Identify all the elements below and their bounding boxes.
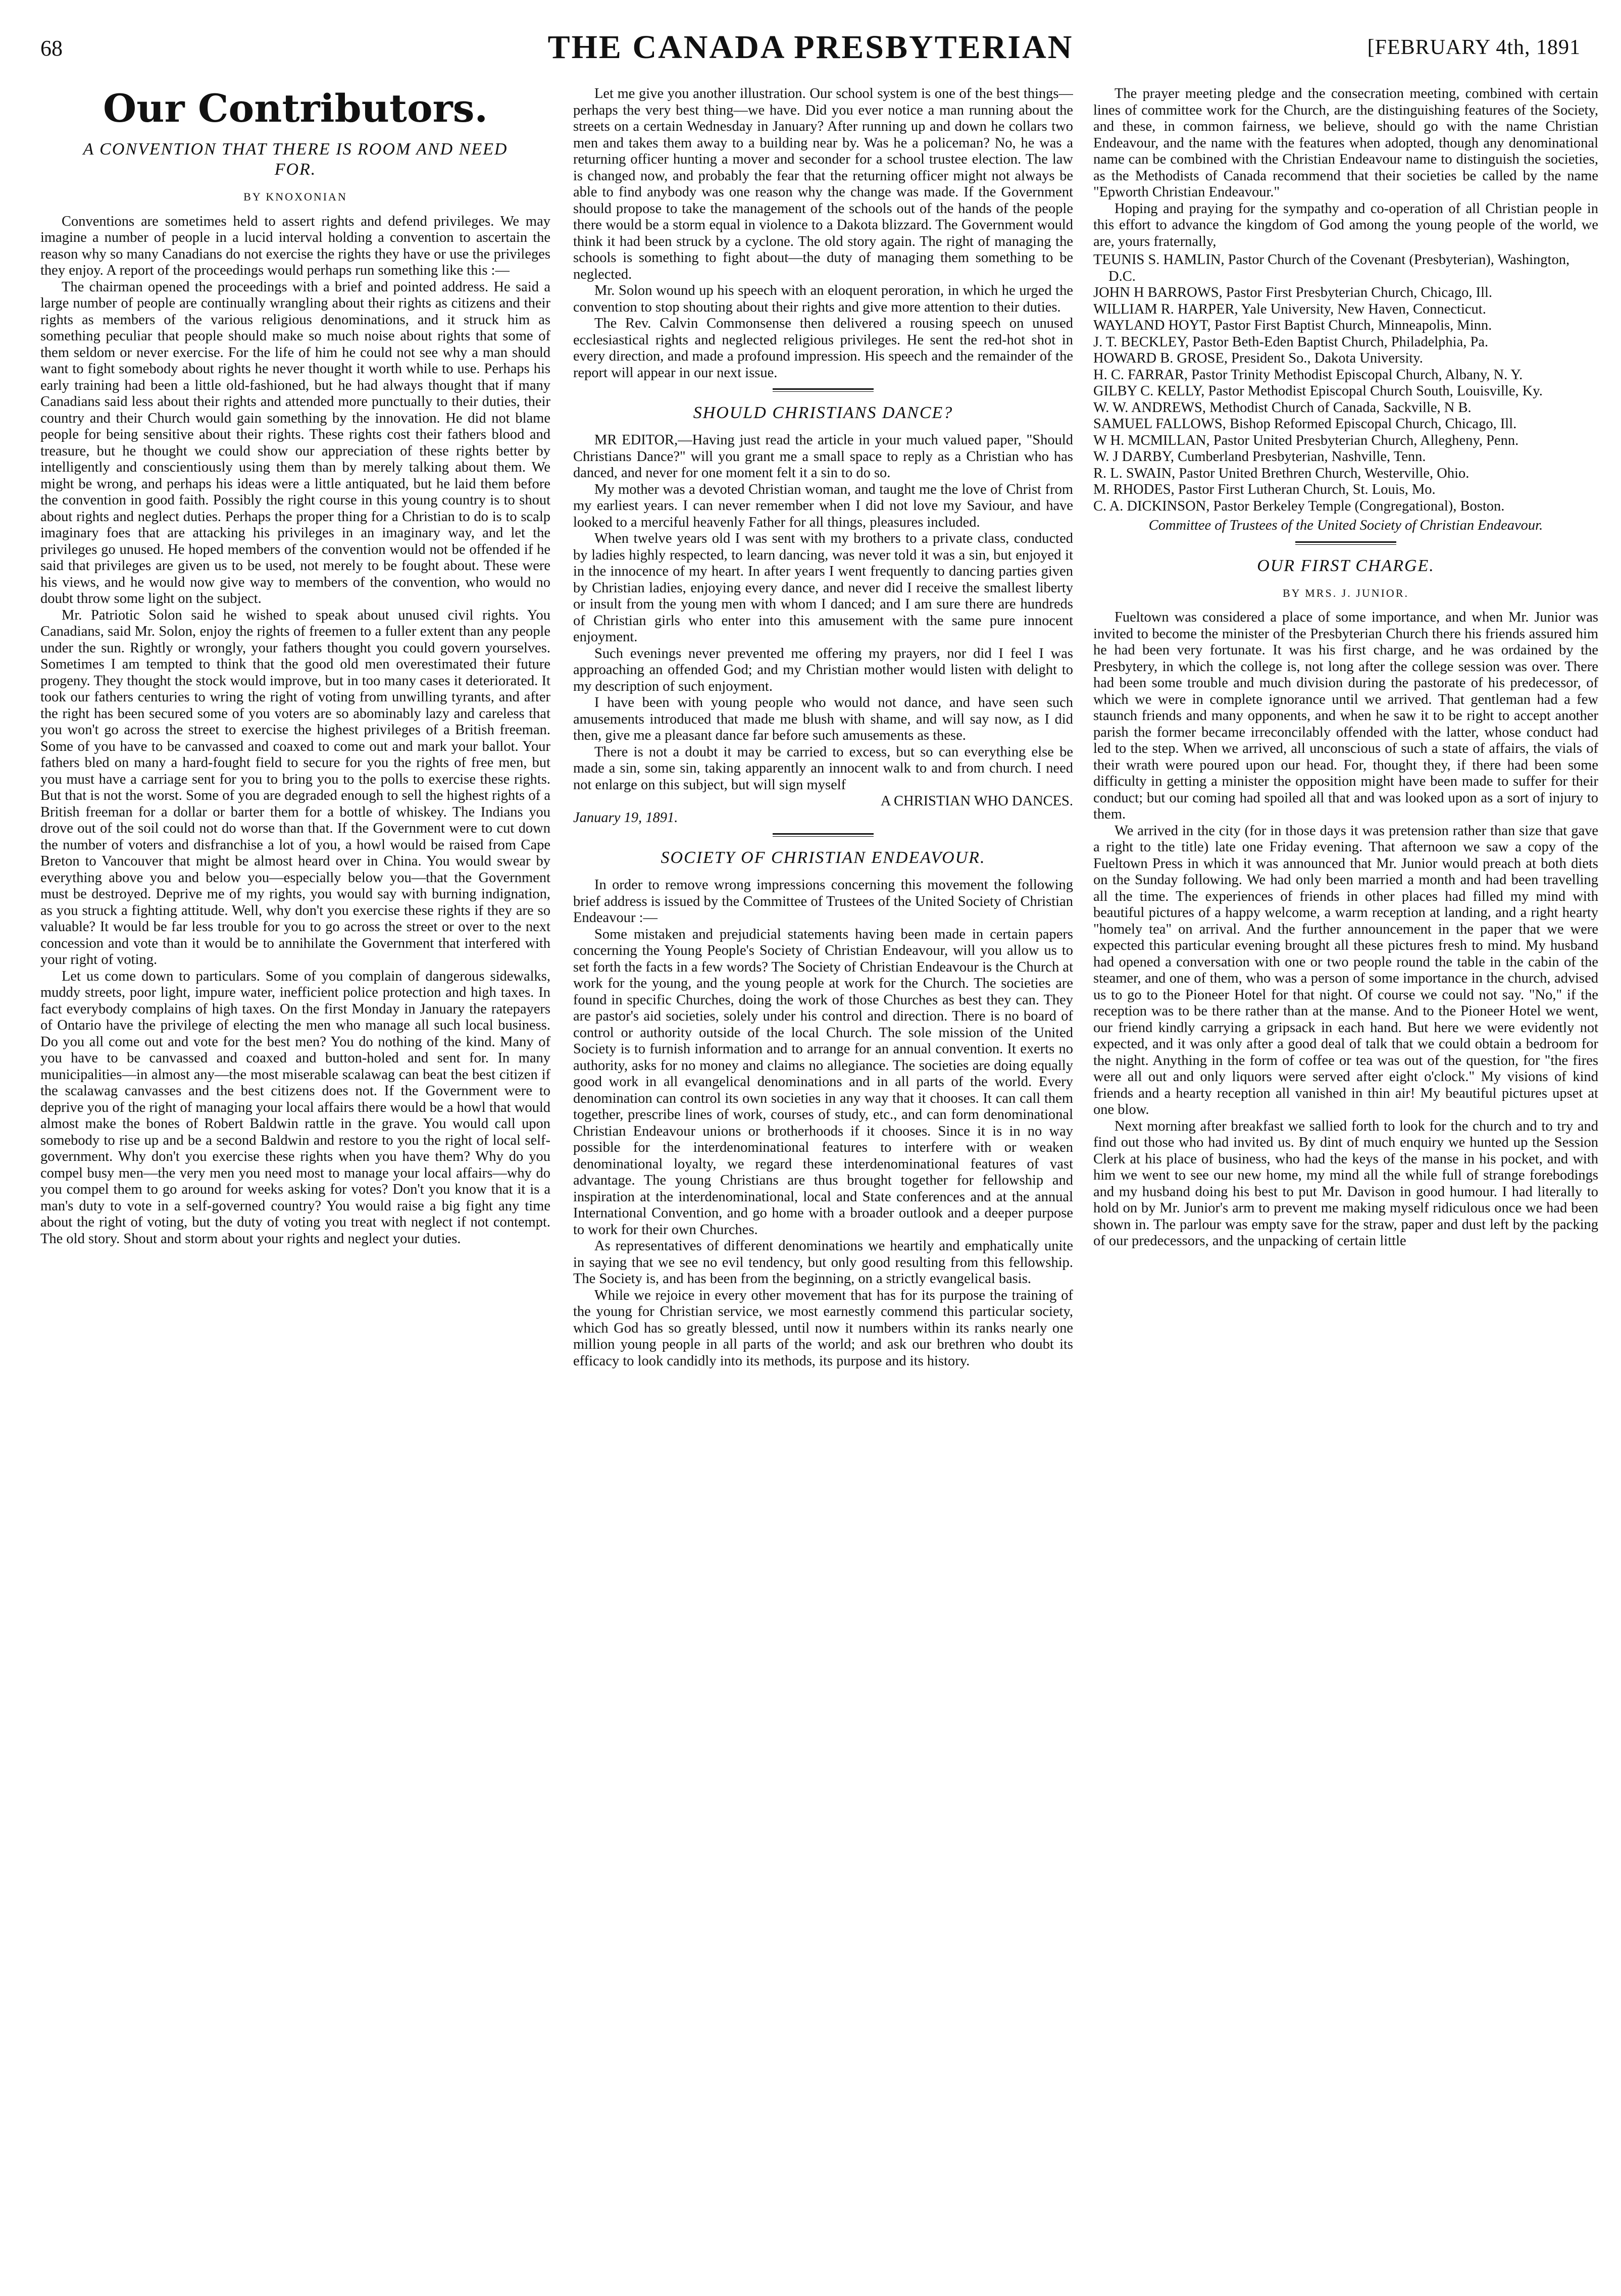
signatory: H. C. FARRAR, Pastor Trinity Methodist Episcopal Church, Albany, N. Y. [1093, 367, 1523, 383]
signatory: HOWARD B. GROSE, President So., Dakota University. [1093, 350, 1423, 366]
signatory: GILBY C. KELLY, Pastor Methodist Episcopal Church South, Louisville, Ky. [1093, 383, 1543, 399]
article-paragraph: As representatives of different denominations we heartily and emphatically unite in saying that we see no evil tendency, but only good resulting from this fellowship. The Society is, and has been from the beginning, on a strictly evangelical basis. [573, 1238, 1073, 1287]
article-paragraph: While we rejoice in every other movement that has for its purpose the training of the young for Christian service, we most earnestly commend this particular society, which God has so greatly blessed, until now it numbers within its ranks nearly one million young people in all parts of the world; and ask our brethren who doubt its efficacy to look candidly into its methods, its purpose and its history. [573, 1287, 1073, 1369]
article-paragraph: Some mistaken and prejudicial statements having been made in certain papers concerning the Young People's Society of Christian Endeavour, will you allow us to set forth the facts in a few words? The Society of Christian Endeavour is the Church at work for the young, and the young people at work for the Church. The societies are found in specific Churches, doing the work of those Churches as best they can. They are pastor's aid societies, solely under his control and direction. There is no board of control or authority outside of the local Church. The sole mission of the United Society is to furnish information and to arrange for an annual convention. It exerts no authority, asks for no money and claims no allegiance. The societies are doing equally good work in all evangelical denominations and in all parts of the world. Every denomination can control its own societies in any way that it chooses. It can call them together, prescribe lines of work, courses of study, etc., and can form denominational Christian Endeavour unions or brotherhoods if it chooses. Since it is in no way possible for the interdenominational features to interfere with or weaken denominational loyalty, we regard these interdenominational features of vast advantage. The young Christians are thus brought together for fellowship and inspiration at the interdenominational, local and State conferences and at the annual International Convention, and go home with a broader outlook and a deeper purpose to work for their own Churches. [573, 926, 1073, 1238]
article-title: SOCIETY OF CHRISTIAN ENDEAVOUR. [661, 848, 986, 867]
article-paragraph: Conventions are sometimes held to assert rights and defend privileges. We may imagine a number of people in a lucid interval holding a convention to ascertain the reason why so many Canadians do not exercise the rights they have or use the privileges they enjoy. A report of the proceedings would perhaps run something like this :— [40, 213, 550, 278]
column-1 [40, 86, 550, 2287]
section-rule [1295, 541, 1396, 545]
article-title: SHOULD CHRISTIANS DANCE? [693, 403, 953, 422]
article-paragraph: The prayer meeting pledge and the consecration meeting, combined with certain lines of committee work for the Church, are the distinguishing features of the Society, and these, in common fairness, we believe, should go with the name Christian Endeavour, and the name with the features when adopted, though any denominational name can be combined with the Christian Endeavour name to distinguish the societies, as the Methodists of Canada recommend that their societies be called by the name "Epworth Christian Endeavour." [1093, 86, 1598, 200]
section-heading: Our Contributors. [103, 86, 488, 131]
article-paragraph: There is not a doubt it may be carried to excess, but so can everything else be made a sin, some sin, taking apparently an innocent walk to and from church. I need not enlarge on this subject, but will sign myself [573, 744, 1073, 793]
article-paragraph: My mother was a devoted Christian woman, and taught me the love of Christ from my earliest years. I can never remember when I did not love my Saviour, and have looked to a merciful heavenly Father for all things, pleasures included. [573, 481, 1073, 530]
signatory: TEUNIS S. HAMLIN, Pastor Church of the Covenant (Presbyterian), Washington, D.C. [1093, 252, 1570, 284]
signatory: WILLIAM R. HARPER, Yale University, New Haven, Connecticut. [1093, 301, 1486, 317]
committee-signature: Committee of Trustees of the United Society of Christian Endeavour. [1148, 518, 1543, 533]
signatory: J. T. BECKLEY, Pastor Beth-Eden Baptist Church, Philadelphia, Pa. [1093, 334, 1489, 350]
signatory: W. W. ANDREWS, Methodist Church of Canada, Sackville, N B. [1093, 399, 1472, 416]
article-paragraph: We arrived in the city (for in those days it was pretension rather than size that gave a right to the title) late one Friday evening. That afternoon we saw a copy of the Fueltown Press in which it was announced that Mr. Junior would preach at both diets on the Sunday following. We had only been married a month and had been travelling all the time. The experiences of friends in other places had filled my mind with beautiful pictures of a happy welcome, a warm reception at landing, and a right hearty "homely tea" on arrival. And the further announcement in the paper that we were expected this particular evening brought all these pictures fresh to mind. My husband had opened a conversation with one or two people round the table in the cabin of the steamer, and one of them, who was a person of some importance in the church, advised us to go to the Pioneer Hotel for that night. Of course we could not say. "No," if the reception was to be there rather than at the manse. And to the Pioneer Hotel we went, our friend kindly carrying a gripsack in each hand. But here we were evidently not expected, and it was only after a good deal of talk that we could obtain a bedroom for the night. Anything in the form of coffee or tea was out of the question, for "the fires were all out and only liquors were served after eight o'clock." My visions of kind friends and a hearty reception all vanished in thin air! My beautiful pictures upset at one blow. [1093, 823, 1598, 1117]
masthead: THE CANADA PRESBYTERIAN [547, 29, 1074, 66]
article-paragraph: When twelve years old I was sent with my brothers to a private class, conducted by ladies highly respected, to learn dancing, was never told it was a sin, but enjoyed it in the innocence of my heart. In after years I went frequently to dancing parties given by Christian ladies, enjoying every dance, and never did I receive the smallest liberty or insult from the young men with whom I danced; and I am sure there are hundreds of Christian girls who enter into this amusement with the same pure innocent enjoyment. [573, 531, 1073, 645]
letter-date: January 19, 1891. [573, 809, 678, 826]
article-paragraph: The Rev. Calvin Commonsense then delivered a rousing speech on unused ecclesiastical rights and neglected religious privileges. He sent the red-hot shot in every direction, and made a profound impression. His speech and the remainder of the report will appear in our next issue. [573, 316, 1073, 381]
article-paragraph: Mr. Patriotic Solon said he wished to speak about unused civil rights. You Canadians, said Mr. Solon, enjoy the rights of freemen to a fuller extent than any people under the sun. Rightly or wrongly, your fathers thought you could govern yourselves. Sometimes I am tempted to think that the good old men overestimated their future progeny. They thought the stock would improve, but in too many cases it deteriorated. It took our fathers centuries to wring the right of voting from unwilling tyrants, and after the right has been secured some of you voters are so abominably lazy and careless that you won't go across the street to exercise the highest privileges of a British freeman. Some of you have to be canvassed and coaxed to come out and mark your ballot. Your fathers bled on many a hard-fought field to secure for you the rights of free men, but you must have a carriage sent for you to bring you to the polls to exercise these rights. But that is not the worst. Some of you are degraded enough to sell the highest rights of a British freeman for a dollar or barter them for a bottle of whiskey. The Indians you drove out of the soil could not do worse than that. If the Government were to cut down the number of voters and disfranchise a lot of you, a howl would be raised from Cape Breton to Vancouver that might be almost heard over in China. You would swear by everything above you and below you—especially below you—that the Government must be destroyed. Deprive me of my rights, you would say with burning indignation, as you struck a fighting attitude. Well, why don't you exercise these rights if they are so valuable? It would be far less trouble for you to go across the street or over to the next concession and vote than it would be to annihilate the Government that interfered with your right of voting. [40, 607, 550, 967]
article-byline: BY MRS. J. JUNIOR. [1282, 586, 1409, 599]
signatory: JOHN H BARROWS, Pastor First Presbyterian Church, Chicago, Ill. [1093, 285, 1493, 300]
signatory-list [1093, 252, 1598, 515]
article-byline: BY KNOXONIAN [243, 190, 347, 203]
article-paragraph: Hoping and praying for the sympathy and co-operation of all Christian people in this effort to advance the kingdom of God among the young people of the world, we are, yours fraternally, [1093, 200, 1598, 249]
article-paragraph: MR EDITOR,—Having just read the article in your much valued paper, "Should Christians Dance?" will you grant me a small space to reply as a Christian who has danced, and never for one moment felt it a sin to do so. [573, 432, 1073, 481]
article-paragraph: Let me give you another illustration. Our school system is one of the best things—perhaps the very best thing—we have. Did you ever notice a man running about the streets on a certain Wednesday in January? After running up and down he collars two men and takes them away to a building near by. Was he a policeman? No, he was a returning officer hunting a mover and seconder for a school trustee election. The law is changed now, and probably the fear that the returning officer might not always be able to find anybody was one reason why the change was made. If the Government should propose to take the management of the schools out of the hands of the people there would be a storm equal in violence to a Dakota blizzard. The Government would think it had been struck by a cyclone. The old story again. The right of managing the schools is something to fight about—the duty of managing them something to be neglected. [573, 86, 1073, 282]
article-paragraph: Let us come down to particulars. Some of you complain of dangerous sidewalks, muddy streets, poor light, impure water, inefficient police protection and high taxes. In fact everybody complains of high taxes. On the first Monday in January the ratepayers of Ontario have the privilege of electing the men who manage all such local business. Do you all come out and vote for the best men? You do nothing of the kind. Many of you have to be canvassed and coaxed and button-holed and sent for. In many municipalities—in almost any—the most miserable scalawag can beat the best citizen if the scalawag canvasses and the best citizens does not. If the Government were to deprive you of the right of managing your local affairs there would be a howl that would almost make the bones of Robert Baldwin rattle in the grave. You would call upon somebody to rise up and be a second Baldwin and restore to you the right of local self-government. Why don't you exercise these rights when you have them? Why do you compel busy men—the very men you need most to manage your local affairs—why do you compel them to go around for weeks asking for votes? Don't you know that it is a man's duty to vote in a self-governed country? You would raise a big fight any time about the right of voting, but the duty of voting you treat with neglect if not contempt. The old story. Shout and storm about your rights and neglect your duties. [40, 968, 550, 1247]
signatory: W. J DARBY, Cumberland Presbyterian, Nashville, Tenn. [1093, 449, 1426, 465]
column-2 [573, 86, 1073, 2287]
article-title: A CONVENTION THAT THERE IS ROOM AND NEED FOR. [83, 140, 508, 179]
signatory: R. L. SWAIN, Pastor United Brethren Church, Westerville, Ohio. [1093, 465, 1470, 481]
column-3 [1093, 86, 1598, 2287]
article-paragraph: Mr. Solon wound up his speech with an eloquent peroration, in which he urged the convention to stop shouting about their rights and give more attention to their duties. [573, 283, 1073, 315]
letter-signature: A CHRISTIAN WHO DANCES. [880, 793, 1073, 809]
article-paragraph: Such evenings never prevented me offering my prayers, nor did I feel I was approaching an offended God; and my Christian mother would listen with delight to my description of such enjoyment. [573, 645, 1073, 694]
issue-date: [FEBRUARY 4th, 1891 [1367, 36, 1581, 59]
signatory: SAMUEL FALLOWS, Bishop Reformed Episcopal Church, Chicago, Ill. [1093, 416, 1517, 432]
article-paragraph: In order to remove wrong impressions concerning this movement the following brief address is issued by the Committee of Trustees of the United Society of Christian Endeavour :— [573, 877, 1073, 926]
article-paragraph: I have been with young people who would not dance, and have seen such amusements introduced that made me blush with shame, and will say now, as I did then, give me a pleasant dance far before such amusements as these. [573, 695, 1073, 743]
article-paragraph: The chairman opened the proceedings with a brief and pointed address. He said a large number of people are continually wrangling about their rights as citizens and their rights as members of the various religious denominations, and it struck him as something peculiar that people should make so much noise about rights that some of them seldom or never exercise. For the life of him he could not see why a man should want to fight somebody about rights he never thought it worth while to use. Perhaps his early training had been a little old-fashioned, but he had always thought that if many Canadians said less about their rights and attended more punctually to their duties, their country and their Church would gain something by the innovation. He did not blame people for being sensitive about their rights. These rights cost their fathers blood and treasure, but he thought we could show our appreciation of these rights better by intelligently and conscientiously using them than by merely talking about them. We might be wrong, and perhaps his ideas were a little antiquated, but he laid them before the convention in good faith. Possibly the right course in this young country is to shout about rights and neglect duties. Perhaps the proper thing for a Christian to do is to scalp imaginary foes that are attacking his privileges in an imaginary way, and let the privileges go unused. He hoped members of the convention would not be offended if he said that privileges are given us to be used, not merely to be fought about. These were his views, and he would now give way to members of the convention, who would no doubt throw some light on the subject. [40, 279, 550, 606]
article-title: OUR FIRST CHARGE. [1257, 556, 1435, 575]
signatory: WAYLAND HOYT, Pastor First Baptist Church, Minneapolis, Minn. [1093, 318, 1492, 333]
signatory: M. RHODES, Pastor First Lutheran Church, St. Louis, Mo. [1093, 482, 1436, 497]
signatory: W H. MCMILLAN, Pastor United Presbyterian Church, Allegheny, Penn. [1093, 432, 1519, 448]
page-number: 68 [40, 36, 63, 61]
article-paragraph: Fueltown was considered a place of some importance, and when Mr. Junior was invited to become the minister of the Presbyterian Church there his friends assured him he had been very fortunate. It was his first charge, and he was ordained by the Presbytery, in which the college is, not long after the college session was over. There had been some trouble and much division during the pastorate of his predecessor, of which we were in complete ignorance until we arrived. That gentleman had a few staunch friends and many opponents, and when he saw it to be right to accept another parish the former became irreconcilably offended with the latter, whose conduct had led to the step. When we arrived, all unconscious of such a state of affairs, the vials of their wrath were poured upon our head. For, thought they, if there had been some difficulty in getting a minister the opposition might have been made to suffer for their conduct; but our coming had spoiled all that and was looked upon as a sort of injury to them. [1093, 609, 1598, 822]
signatory: C. A. DICKINSON, Pastor Berkeley Temple (Congregational), Boston. [1093, 498, 1505, 514]
section-rule [773, 833, 874, 837]
article-paragraph: Next morning after breakfast we sallied forth to look for the church and to try and find out those who had invited us. By dint of much enquiry we hunted up the Session Clerk at his place of business, who had the keys of the manse in his pocket, and with him we went to see our new home, my mind all the while full of strange forebodings and my husband doing his best to put Mr. Davison in good humour. I had literally to hold on by Mr. Junior's arm to prevent me making myself ridiculous once we had been shown in. The parlour was empty save for the straw, paper and dust left by the packing of our predecessors, and the unpacking of certain little [1093, 1118, 1598, 1249]
page-header [40, 24, 1581, 75]
section-rule [773, 388, 874, 392]
